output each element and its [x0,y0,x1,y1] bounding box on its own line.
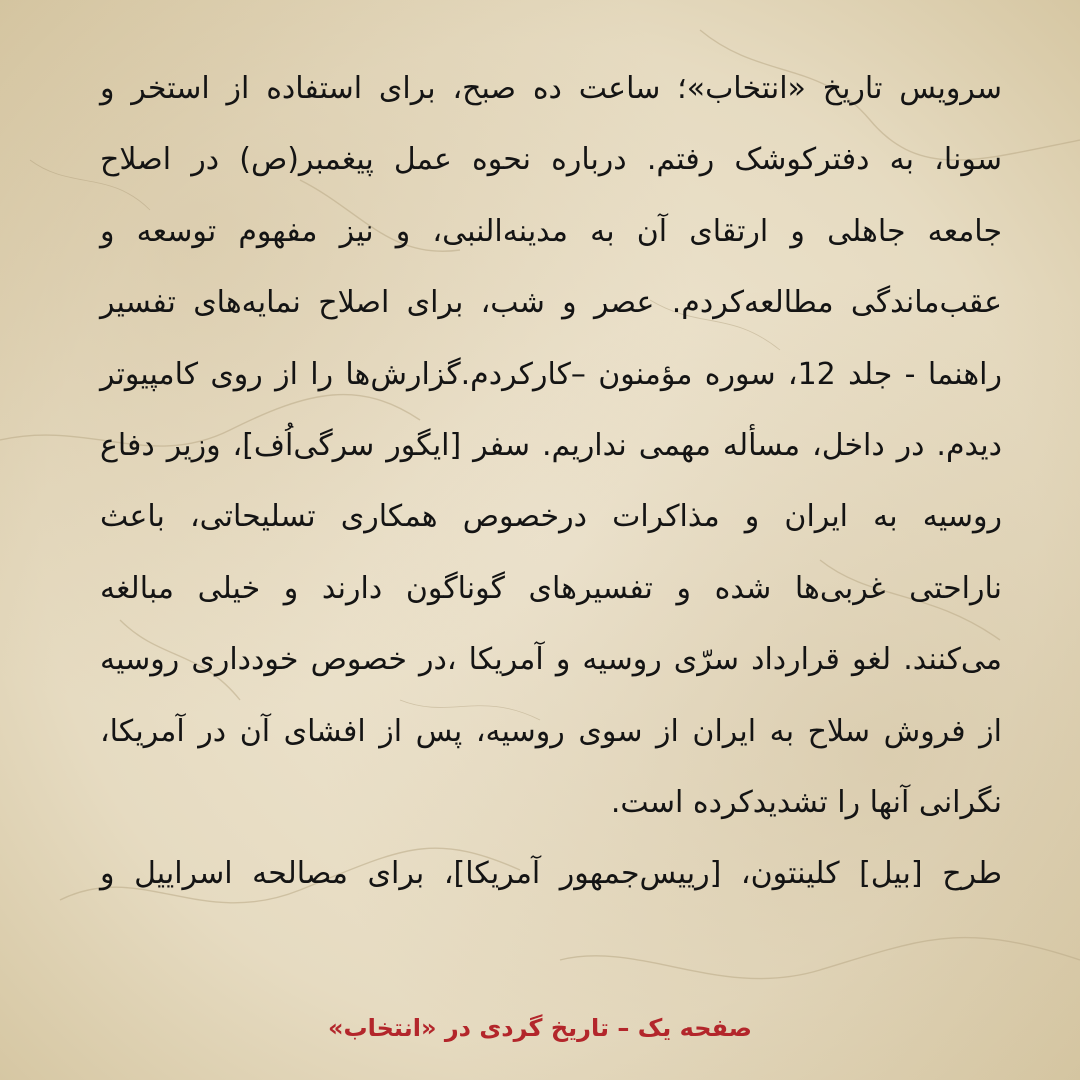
text-line: سرویس تاریخ «انتخاب»؛ ساعت ده صبح، برای استفاده از استخر و [100,71,1002,106]
text-line: نگرانی آنها را تشدیدکرده است. [610,784,1002,820]
text-line: راهنما - جلد 12، سوره مؤمنون –کارکردم.گزارش‌ها را از روی کامپیوتر [100,356,1002,392]
text-line: روسیه به ایران و مذاکرات درخصوص همکاری تسلیحاتی، باعث [100,499,1002,535]
text-line: سونا، به دفترکوشک رفتم. درباره نحوه عمل پیغمبر(ص) در اصلاح [100,142,1002,178]
text-line: جامعه جاهلی و ارتقای آن به مدینه‌النبی، و نیز مفهوم توسعه و [100,213,1002,249]
page-caption: صفحه یک – تاریخ گردی در «انتخاب» [328,1014,752,1042]
text-line: طرح [بیل] کلینتون، [رییس‌جمهور آمریکا]، برای مصالحه اسراییل و [100,856,1002,892]
text-line: ناراحتی غربی‌ها شده و تفسیرهای گوناگون دارند و خیلی مبالغه [100,570,1002,606]
diary-text [100,62,1002,919]
text-line: از فروش سلاح به ایران از سوی روسیه، پس از افشای آن در آمریکا، [100,713,1002,749]
text-line: می‌کنند. لغو قرارداد سرّی روسیه و آمریکا ،در خصوص خودداری روسیه [100,642,1002,678]
text-line: عقب‌ماندگی مطالعه‌کردم. عصر و شب، برای اصلاح نمایه‌های تفسیر [100,285,1002,321]
text-line: دیدم. در داخل، مسأله مهمی نداریم. سفر [ایگور سرگی‌اُف]، وزیر دفاع [100,427,1002,463]
